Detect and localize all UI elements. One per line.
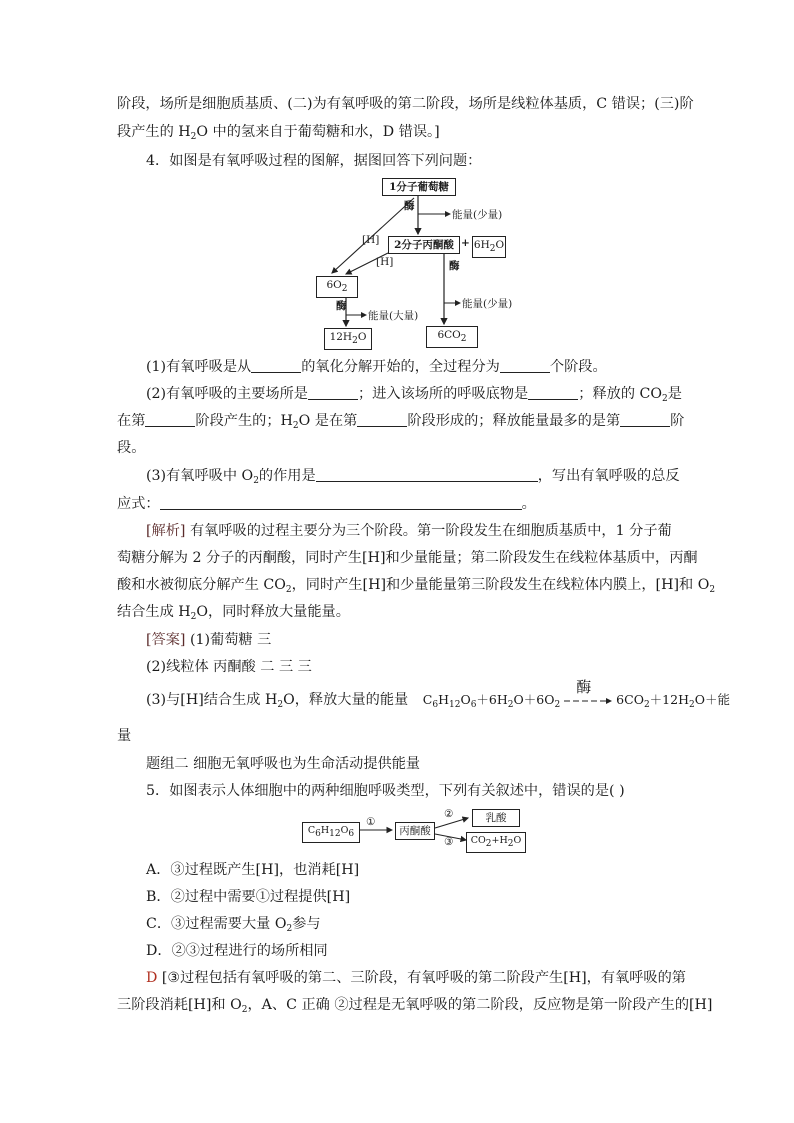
answer-equation-line: (3)与[H]结合生成 $H_2O$，释放大量的能量 $C_6H_{12}O_6+6H_2O+6O_2$ 酶 $6CO_2+12H_2O+$能	[146, 677, 730, 710]
enzyme-label: 酶	[449, 260, 460, 272]
option-a: A．③过程既产生[H]，也消耗[H]	[146, 862, 360, 878]
option-d: D．②③过程进行的场所相同	[146, 943, 328, 959]
sub-question-3: (3)有氧呼吸中 $O_2$的作用是 ，写出有氧呼吸的总反	[146, 468, 680, 486]
sub-question-3-cont: 应式： 。	[117, 496, 536, 512]
aerobic-respiration-diagram	[310, 176, 520, 346]
enzyme-arrow: 酶	[564, 694, 612, 708]
question-4-stem: 4．如图是有氧呼吸过程的图解，据图回答下列问题：	[146, 153, 482, 169]
sub-question-1: (1)有氧呼吸是从 的氧化分解开始的，全过程分为 个阶段。	[146, 359, 607, 375]
plus-sign: +	[461, 237, 470, 249]
option-c: C．③过程需要大量 $O_2$参与	[146, 916, 321, 934]
glucose-box: 1分子葡萄糖	[382, 178, 456, 196]
water-box: 6H2O	[472, 236, 506, 258]
answer-line: 量	[117, 728, 132, 744]
energy-small-label: 能量(少量)	[462, 298, 513, 310]
answer-line: (2)线粒体 丙酮酸 二 三 三	[146, 659, 312, 675]
water-product-box: 12H2O	[324, 328, 372, 350]
analysis-line: 结合生成 $H_2O$，同时释放大量能量。	[117, 604, 350, 622]
group-title: 题组二 细胞无氧呼吸也为生命活动提供能量	[146, 756, 421, 772]
pyruvate-box: 2分子丙酮酸	[388, 236, 460, 254]
explanation-line: D [③过程包括有氧呼吸的第二、三阶段，有氧呼吸的第二阶段产生[H]，有氧呼吸的第	[146, 970, 686, 986]
option-b: B．②过程中需要①过程提供[H]	[146, 889, 351, 905]
co2-water-box: CO2+H2O	[466, 832, 526, 853]
step-1-label: ①	[366, 816, 376, 828]
explanation-line: 三阶段消耗[H]和 $O_2$，A、C 正确 ②过程是无氧呼吸的第二阶段，反应物是第一阶段产生的[H]	[117, 997, 713, 1015]
step-2-label: ②	[444, 808, 454, 820]
enzyme-label: 酶	[336, 300, 347, 312]
sub-question-2-end: 段。	[117, 440, 146, 456]
enzyme-label: 酶	[404, 200, 415, 212]
answer-line: [答案] (1)葡萄糖 三	[146, 632, 272, 648]
lactic-acid-box: 乳酸	[472, 809, 520, 827]
respiration-types-diagram	[300, 806, 530, 850]
pyruvate-box: 丙酮酸	[395, 822, 435, 840]
analysis-line: 萄糖分解为 2 分子的丙酮酸，同时产生[H]和少量能量；第二阶段发生在线粒体基质中，丙酮	[117, 550, 698, 566]
h-label: [H]	[376, 256, 394, 268]
analysis-line: [解析] 有氧呼吸的过程主要分为三个阶段。第一阶段发生在细胞质基质中，1 分子葡	[146, 523, 672, 539]
energy-large-label: 能量(大量)	[368, 310, 419, 322]
sub-question-2: (2)有氧呼吸的主要场所是 ；进入该场所的呼吸底物是 ；释放的 $CO_2$是	[146, 386, 682, 404]
h-label: [H]	[362, 234, 380, 246]
step-3-label: ③	[444, 836, 454, 848]
carbon-dioxide-box: 6CO2	[426, 326, 478, 348]
energy-small-label: 能量(少量)	[452, 209, 503, 221]
text-line: 阶段，场所是细胞质基质、(二)为有氧呼吸的第二阶段，场所是线粒体基质，C 错误；(三)阶	[117, 96, 694, 112]
question-5-stem: 5．如图表示人体细胞中的两种细胞呼吸类型，下列有关叙述中，错误的是( )	[146, 783, 625, 799]
glucose-box: C6H12O6	[302, 822, 360, 843]
sub-question-2-cont: 在第 阶段产生的；$H_2O$ 是在第 阶段形成的；释放能量最多的是第 阶	[117, 413, 685, 431]
oxygen-box: 6O2	[316, 276, 358, 298]
analysis-line: 酸和水被彻底分解产生 $CO_2$，同时产生[H]和少量能量第三阶段发生在线粒体内膜上，[H]和 $O_2$	[117, 577, 716, 595]
text-line: 段产生的 $H_2O$ 中的氢来自于葡萄糖和水，D 错误。]	[117, 124, 440, 142]
